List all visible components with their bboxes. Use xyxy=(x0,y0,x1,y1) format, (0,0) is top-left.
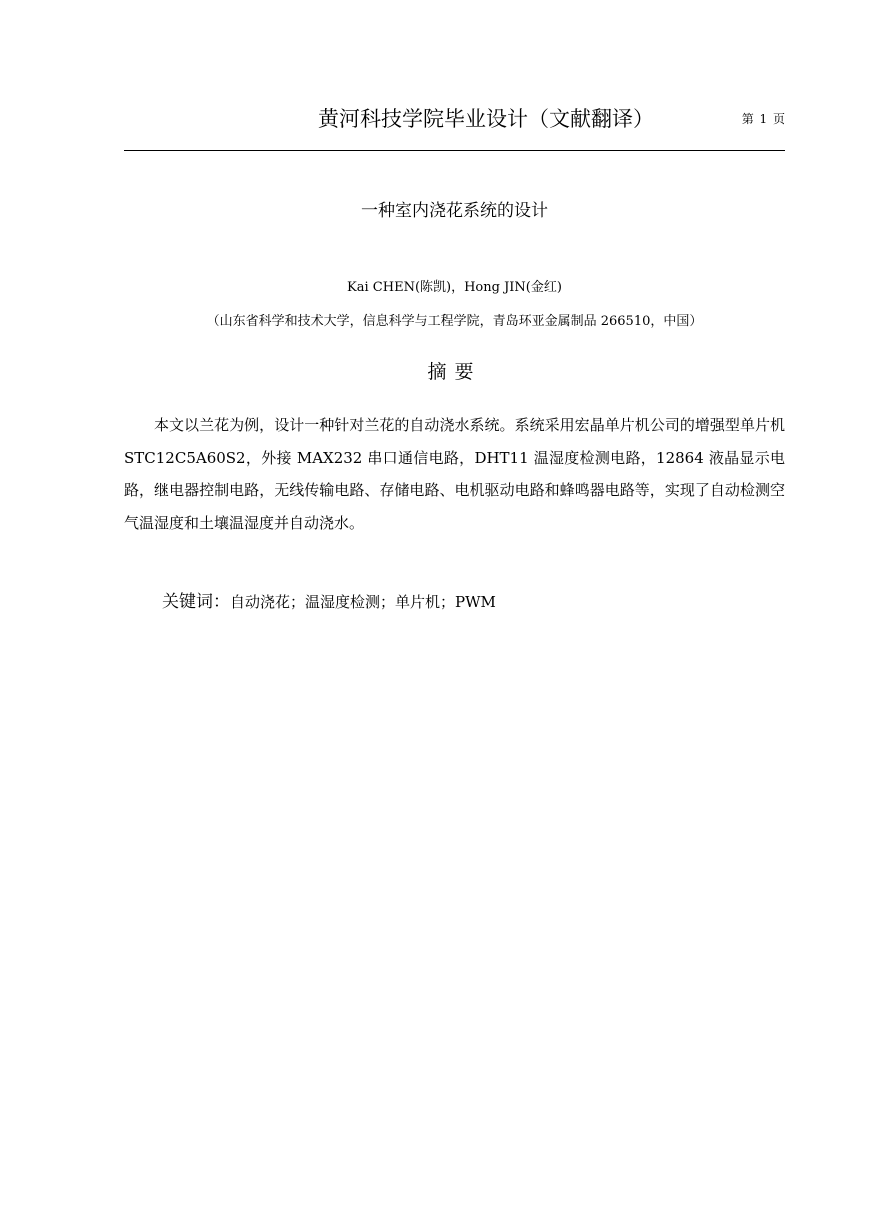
paper-authors: Kai CHEN(陈凯)，Hong JIN(金红) xyxy=(347,280,562,295)
page-header-title: 黄河科技学院毕业设计（文献翻译） xyxy=(318,107,654,131)
abstract-body: 本文以兰花为例，设计一种针对兰花的自动浇水系统。系统采用宏晶单片机公司的增强型单片机 STC12C5A60S2，外接 MAX232 串口通信电路，DHT11 温湿度检测电路，12864 液晶显示电路，继电器控制电路，无线传输电路、存储电路、电机驱动电路和蜂鸣器电路等，实现了自动检测空气温湿度和土壤温湿度并自动浇水。 xyxy=(124,416,785,532)
abstract-heading: 摘要 xyxy=(427,361,482,383)
keywords-label: 关键词： xyxy=(162,592,230,612)
keywords-line xyxy=(162,588,496,616)
paper-affiliation: （山东省科学和技术大学，信息科学与工程学院，青岛环亚金属制品 266510，中国） xyxy=(206,314,703,329)
header-divider xyxy=(124,150,785,151)
keywords-text: 自动浇花；温湿度检测；单片机；PWM xyxy=(230,593,496,611)
paper-title: 一种室内浇花系统的设计 xyxy=(361,201,548,221)
page-number: 第 1 页 xyxy=(741,112,785,126)
